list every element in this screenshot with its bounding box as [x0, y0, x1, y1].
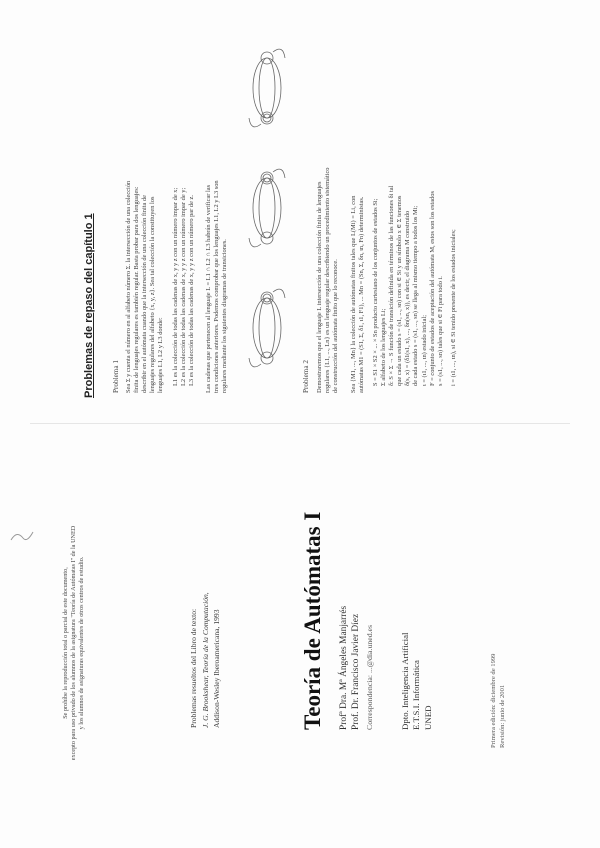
- text-line: autómatas M1 = (S1, Σ, δ1, ι1, F1), ... Mn = (Sn, Σ, δn, ιn, Fn) deterministas.: [358, 196, 366, 393]
- problem-heading: Problema 2: [302, 360, 310, 393]
- problem2-closing: [450, 86, 458, 386]
- list-item: δ: S × Σ → S función de transición definida en términos de las funciones δi tal: [388, 185, 396, 386]
- problem2-text-2: [350, 93, 366, 393]
- edition-line: Revisión: junio de 2001: [498, 684, 506, 748]
- author-list: [338, 430, 362, 730]
- text-line: describir en el autómata cuando que la intersección de una colección finita de: [141, 194, 149, 393]
- edition-info: [490, 448, 507, 748]
- text-line: Sea {M1, ..., Mn} la colección de autómatas finitos tales que L(Mi) = Li, con: [350, 195, 357, 393]
- text-line: regulares {L1, ..., Ln} es un lenguaje regular describiendo un procedimiento sistemático: [324, 167, 332, 393]
- text-line: Sea Σ y cuenta el número en al alfabeto número Σ. la intersección de una colección: [125, 180, 132, 393]
- automaton-diagram: [249, 49, 285, 127]
- problem-heading: Problema 1: [112, 360, 120, 393]
- section-title: Problemas de repaso del capítulo 1: [83, 213, 95, 398]
- text-line: de construcción del autómata finito que lo reconoce.: [332, 259, 340, 393]
- department-line: Dpto. Inteligencia Artificial: [400, 632, 410, 730]
- list-item: S = S1 × S2 × ... × Sn producto cartesiano de los conjuntos de estados Si;: [372, 198, 379, 386]
- contact-email: Correspondencia: ...@dia.uned.es: [365, 624, 374, 730]
- document-title: Teoría de Autómatas I: [300, 511, 325, 730]
- author-name: Prof. Dr. Francisco Javier Díez: [351, 613, 361, 730]
- list-item: de cada estado s = (s1, ..., sn) se llega al mismo tiempo a todos los Mi;: [412, 205, 420, 386]
- source-line: Problemas resueltos del Libro de texto:: [189, 608, 198, 728]
- problem2-list: [372, 86, 445, 386]
- source-line: J. G. Brookshear, Teoría de la Computación,: [200, 592, 210, 728]
- list-item: F = conjunto de estados de aceptación del autómata M, estos son los estados: [428, 191, 436, 386]
- problem1-conclusion: [205, 93, 229, 393]
- copyright-notice: [62, 458, 87, 828]
- text-line: i = (ι1, ..., ιn), si ∈ Si tenido presente de los estados iniciales;: [450, 229, 457, 386]
- text-line: finita de lenguajes regulares es también regular. Basta probar para dos lenguajes:: [133, 186, 141, 393]
- copyright-line: y los alumnos de asignaturas equivalentes de otros centros de estudio.: [78, 556, 86, 730]
- text-line: lenguajes regulares del alfabeto {x, y, z}. Sea tal colección la constituyen los: [149, 196, 157, 393]
- copyright-line: Se prohíbe la reproducción total o parcial de este documento,: [62, 567, 69, 719]
- automaton-diagram: [249, 289, 285, 367]
- transition-diagrams: [236, 38, 298, 378]
- list-item: L3 es la colección de todas las cadenas de x, y y z con un número par de z.: [188, 195, 196, 386]
- department-line: UNED: [422, 705, 433, 730]
- list-item: s = (s1, ..., sn) tales que si ∈ Fi para todo i.: [436, 276, 444, 386]
- automaton-diagram: [249, 169, 285, 247]
- handwritten-mark: [8, 528, 38, 544]
- text-line: Las cadenas que pertenecen al lenguaje L = L1 ∩ L2 ∩ L3 habrán de verificar las: [205, 184, 212, 393]
- problem1-text: [125, 93, 165, 393]
- list-item: que cada un estado s = (s1, ..., sn) con si ∈ Si y un símbolo x ∈ Σ tenemos: [396, 195, 404, 386]
- problem2-text: [316, 93, 340, 393]
- list-item: δ(s, x) = (δ1(s1, x), ..., δn(sn, x)), es decir, el diagrama M construido: [404, 210, 412, 386]
- text-line: regulares mediante los siguientes diagramas de transiciones.: [221, 239, 229, 393]
- text-line: lenguajes L1, L2 y L3 donde:: [157, 317, 165, 393]
- text-line: Demostraremos que el lenguaje L intersección de una colección finita de lenguajes: [316, 181, 323, 393]
- department-block: [400, 430, 434, 730]
- edition-line: Primera edición: diciembre de 1999: [490, 653, 497, 748]
- copyright-line: excepto para uso privado de los alumnos de la asignatura "Teoría de Autómatas I" de la UNED: [70, 525, 78, 761]
- text-line: tres condiciones anteriores. Podemos comprobar que los lenguajes L1, L2 y L3 son: [213, 180, 221, 393]
- list-item: Σ alfabeto de los lenguajes Li;: [380, 308, 388, 386]
- source-reference: [188, 428, 223, 728]
- author-name: Profª Dra. Mª Ángeles Manjarrés: [339, 605, 349, 730]
- source-line: Addison-Wesley Iberoamericana, 1993: [212, 609, 221, 728]
- problem1-list: [172, 86, 196, 386]
- department-line: E.T.S.I. Informática: [411, 660, 422, 730]
- list-item: ι = (ι1, ..., ιn) estado inicial;: [420, 314, 428, 386]
- list-item: L1 es la colección de todas las cadenas de x, y y z con un número impar de x;: [172, 187, 179, 386]
- list-item: L2 es la colección de todas las cadenas de x, y y z con un número impar de y;: [180, 187, 188, 386]
